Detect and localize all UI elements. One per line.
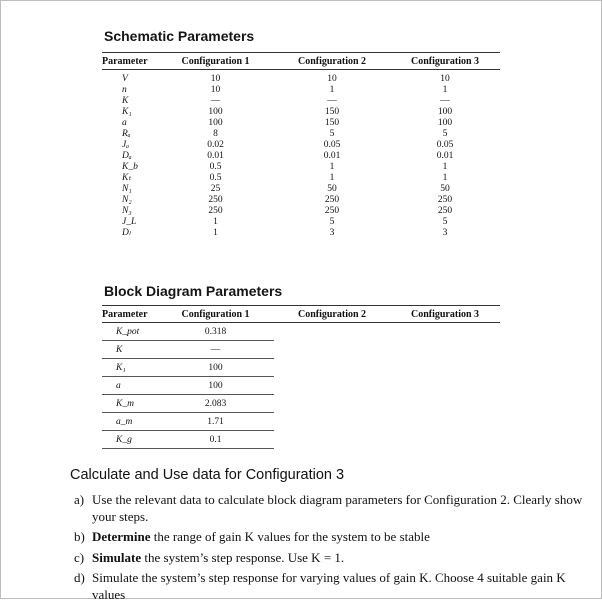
parameter-cell: n — [122, 85, 127, 95]
parameter-cell: K₁ — [122, 107, 132, 117]
value-cell-config-2: 5 — [329, 217, 335, 227]
value-cell-config-3: 3 — [442, 228, 448, 238]
value-cell-config-1: 100 — [157, 377, 274, 395]
value-cell-config-3 — [390, 395, 500, 413]
task-marker: b) — [74, 529, 85, 544]
table-row — [102, 184, 500, 195]
table-row — [102, 129, 500, 140]
task-marker: c) — [74, 549, 85, 565]
task-text: Simulate the system’s step response for varying values of gain K. Choose 4 suitable gain K values — [92, 570, 566, 602]
value-cell-config-2: 50 — [327, 184, 337, 194]
value-cell-config-1: 250 — [208, 195, 223, 205]
table-row — [102, 195, 500, 206]
parameter-cell: K — [122, 96, 129, 106]
value-cell-config-2: 1 — [329, 85, 335, 95]
value-cell-config-3: 250 — [437, 195, 453, 205]
table-row — [102, 140, 500, 151]
value-cell-config-2: 150 — [324, 118, 340, 128]
table-row — [102, 228, 500, 239]
parameter-cell: Dₗ — [122, 228, 131, 238]
table-row — [102, 96, 500, 107]
table-row — [102, 151, 500, 162]
value-cell-config-2 — [274, 395, 390, 413]
value-cell-config-1: 10 — [210, 74, 221, 84]
value-cell-config-2 — [274, 341, 390, 359]
value-cell-config-1: 10 — [210, 85, 221, 95]
value-cell-config-3: 0.01 — [436, 151, 454, 161]
value-cell-config-3: 0.05 — [436, 140, 454, 150]
parameter-cell: N₂ — [122, 195, 132, 205]
parameter-cell: a — [102, 377, 157, 395]
value-cell-config-2 — [274, 323, 390, 341]
table-row — [102, 323, 500, 341]
parameter-cell: a — [122, 118, 127, 128]
value-cell-config-2: 0.05 — [323, 140, 341, 150]
table-row — [102, 107, 500, 118]
parameter-cell: Rₐ — [122, 129, 131, 139]
block-diagram-title: Block Diagram Parameters — [104, 283, 283, 299]
value-cell-config-1: 0.01 — [207, 151, 224, 161]
block-diagram-parameters-table — [102, 305, 500, 449]
task-item — [70, 529, 590, 546]
parameter-cell: K_m — [102, 395, 157, 413]
value-cell-config-1: 1 — [213, 217, 218, 227]
task-keyword: Determine — [92, 529, 151, 544]
value-cell-config-3 — [390, 413, 500, 431]
value-cell-config-2: 150 — [324, 107, 340, 117]
value-cell-config-2 — [274, 431, 390, 449]
table-row — [102, 413, 500, 431]
value-cell-config-3: 100 — [437, 107, 453, 117]
value-cell-config-1: 250 — [208, 206, 223, 216]
value-cell-config-1: 1.71 — [157, 413, 274, 431]
value-cell-config-3 — [390, 323, 500, 341]
parameter-cell: K — [102, 341, 157, 359]
value-cell-config-1: 0.5 — [209, 162, 222, 172]
header-config-2: Configuration 2 — [297, 308, 367, 320]
table-row — [102, 377, 500, 395]
value-cell-config-3: 1 — [442, 162, 448, 172]
value-cell-config-1: 8 — [213, 129, 218, 139]
header-parameter: Parameter — [102, 308, 148, 320]
task-marker: d) — [74, 570, 85, 585]
value-cell-config-1: — — [210, 96, 221, 106]
parameter-cell: K_b — [122, 162, 138, 172]
value-cell-config-2 — [274, 359, 390, 377]
table-row — [102, 118, 500, 129]
value-cell-config-3: 50 — [440, 184, 450, 194]
parameter-cell: K₁ — [102, 359, 157, 377]
task-item — [70, 570, 590, 603]
parameter-cell: V — [122, 74, 128, 84]
value-cell-config-3 — [390, 377, 500, 395]
value-cell-config-1: 100 — [157, 359, 274, 377]
table-row — [102, 85, 500, 96]
value-cell-config-1: 0.02 — [207, 140, 224, 150]
value-cell-config-1: 2.083 — [157, 395, 274, 413]
value-cell-config-3: 1 — [442, 173, 448, 183]
task-heading: Calculate and Use data for Configuration 3 — [70, 467, 345, 483]
parameter-cell: N₁ — [122, 184, 132, 194]
header-config-1: Configuration 1 — [181, 55, 250, 67]
value-cell-config-1: 0.5 — [209, 173, 222, 183]
task-text: the system’s step response. Use K = 1. — [141, 549, 345, 565]
task-item — [70, 550, 590, 567]
table-row — [102, 217, 500, 228]
value-cell-config-1: 0.318 — [157, 323, 274, 341]
table-row — [102, 162, 500, 173]
value-cell-config-2 — [274, 377, 390, 395]
value-cell-config-2: 5 — [329, 129, 335, 139]
value-cell-config-2: 250 — [324, 195, 340, 205]
table-header-row — [102, 53, 500, 70]
header-config-1: Configuration 1 — [181, 308, 250, 320]
table-row — [102, 206, 500, 217]
value-cell-config-2 — [274, 413, 390, 431]
value-cell-config-1: 0.1 — [157, 431, 274, 449]
value-cell-config-1: — — [157, 341, 274, 359]
table-row — [102, 431, 500, 449]
table-header-row — [102, 306, 500, 323]
value-cell-config-3 — [390, 431, 500, 449]
value-cell-config-3 — [390, 359, 500, 377]
schematic-title: Schematic Parameters — [104, 28, 255, 44]
header-parameter: Parameter — [102, 55, 148, 67]
value-cell-config-2: 0.01 — [323, 151, 341, 161]
value-cell-config-3: 10 — [440, 74, 450, 84]
table-row — [102, 70, 500, 86]
schematic-parameters-table — [102, 52, 500, 239]
header-config-2: Configuration 2 — [297, 55, 367, 67]
value-cell-config-3 — [390, 341, 500, 359]
parameter-cell: Kₜ — [122, 173, 132, 183]
value-cell-config-2: — — [327, 96, 337, 106]
parameter-cell: Jₐ — [122, 140, 129, 150]
value-cell-config-3: — — [440, 96, 450, 106]
value-cell-config-3: 5 — [442, 129, 448, 139]
value-cell-config-1: 1 — [213, 228, 218, 238]
value-cell-config-1: 100 — [208, 118, 223, 128]
header-config-3: Configuration 3 — [410, 55, 480, 67]
task-list — [70, 492, 590, 603]
header-config-3: Configuration 3 — [410, 308, 480, 320]
table-row — [102, 173, 500, 184]
parameter-cell: Dₐ — [122, 151, 132, 161]
value-cell-config-3: 1 — [442, 85, 448, 95]
table-row — [102, 395, 500, 413]
value-cell-config-2: 3 — [329, 228, 335, 238]
value-cell-config-3: 5 — [442, 217, 448, 227]
task-text: Use the relevant data to calculate block diagram parameters for Configuration 2. Clearly show your steps. — [92, 492, 583, 524]
task-section — [70, 467, 590, 607]
value-cell-config-1: 100 — [208, 107, 223, 117]
value-cell-config-3: 250 — [437, 206, 453, 216]
task-marker: a) — [74, 492, 85, 507]
task-item — [70, 492, 590, 525]
value-cell-config-3: 100 — [437, 118, 453, 128]
parameter-cell: K_pot — [102, 323, 157, 341]
parameter-cell: K_g — [102, 431, 157, 449]
parameter-cell: N₃ — [122, 206, 132, 216]
value-cell-config-2: 1 — [329, 162, 335, 172]
value-cell-config-1: 25 — [210, 184, 221, 194]
value-cell-config-2: 250 — [324, 206, 340, 216]
task-keyword: Simulate — [92, 549, 142, 565]
parameter-cell: a_m — [102, 413, 157, 431]
table-row — [102, 359, 500, 377]
value-cell-config-2: 1 — [329, 173, 335, 183]
value-cell-config-2: 10 — [327, 74, 337, 84]
table-row — [102, 341, 500, 359]
task-text: the range of gain K values for the system to be stable — [150, 529, 430, 544]
parameter-cell: J_L — [122, 217, 137, 227]
